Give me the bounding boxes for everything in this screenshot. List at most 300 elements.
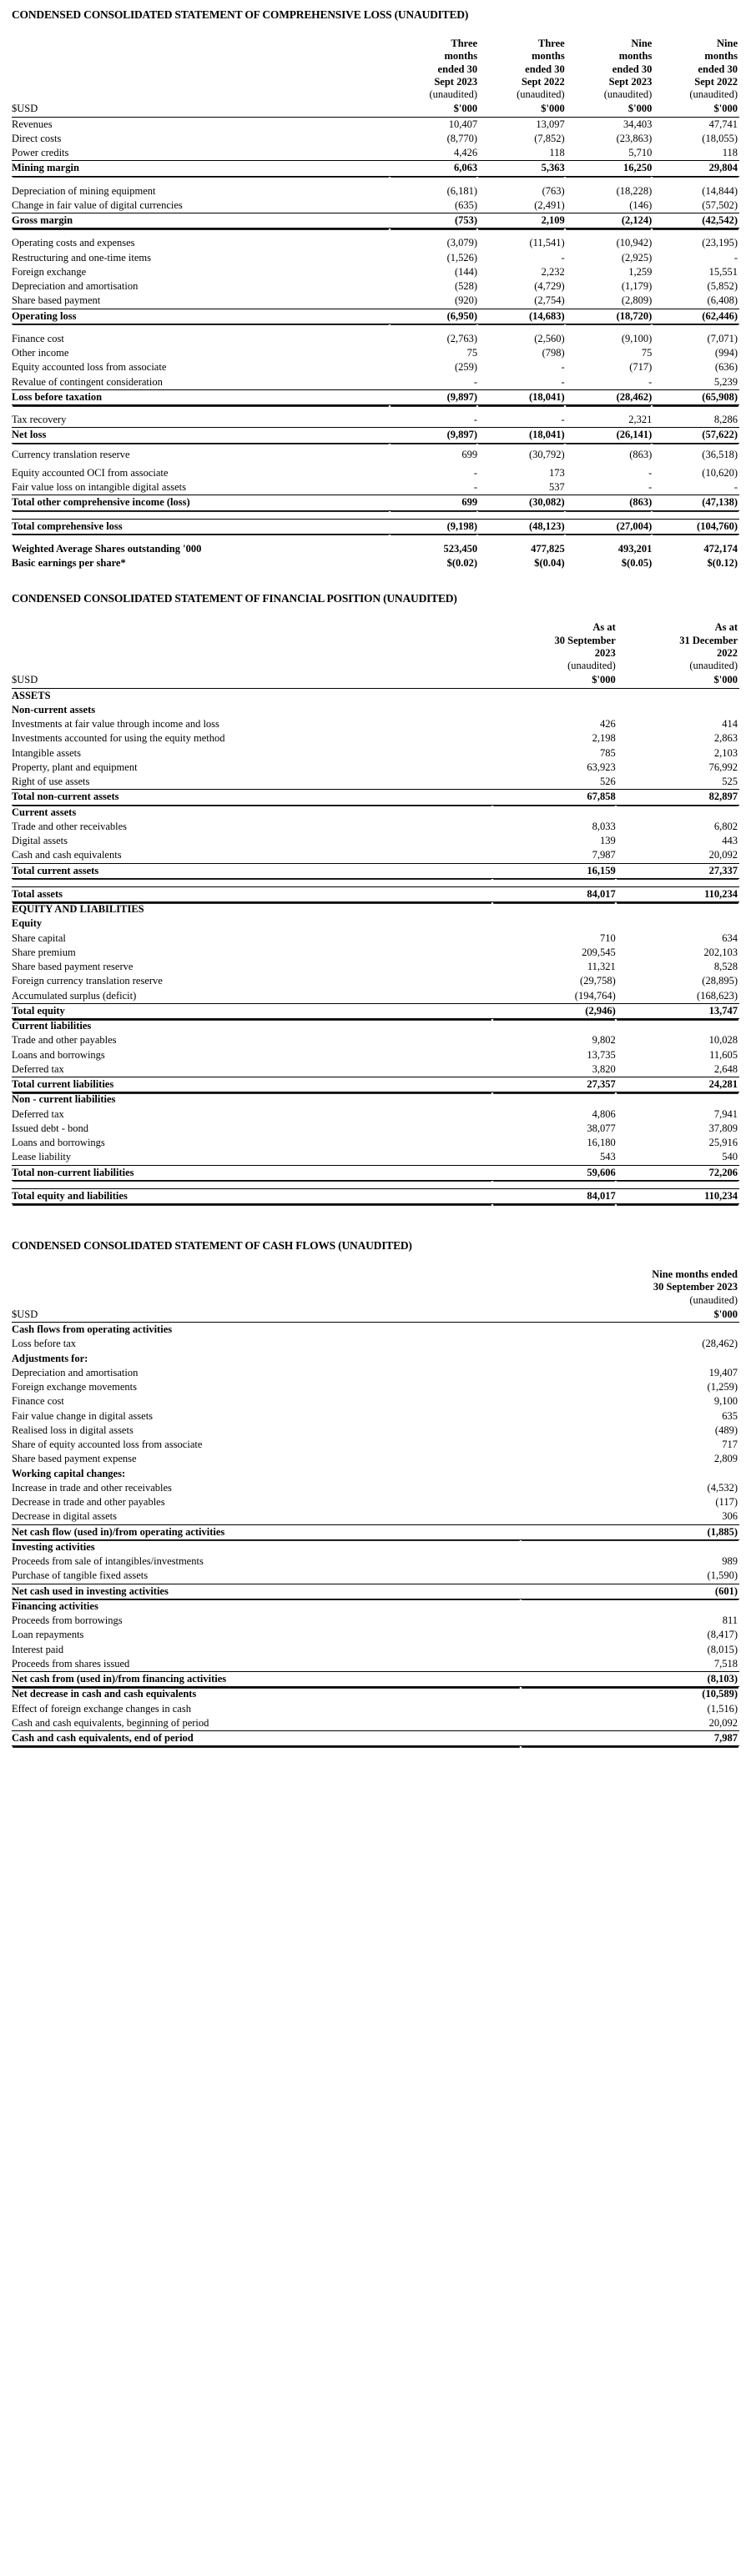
row-value: 59,606 [492,1165,616,1180]
table-row [12,1628,739,1642]
row-value: - [561,251,565,264]
column-header-line: ended 30 [612,63,653,75]
table-row [12,1554,739,1569]
table-row [12,989,739,1004]
row-value: 443 [722,835,738,846]
row-value: 811 [722,1614,738,1626]
row-value: 24,281 [616,1077,739,1092]
row-label: Loans and borrowings [12,1048,105,1061]
table-row [12,542,739,556]
row-value: 717 [722,1439,738,1450]
row-value: 82,897 [616,790,739,805]
row-value: (2,491) [477,198,565,213]
row-value: 699 [390,495,477,510]
row-label: Share of equity accounted loss from associate [12,1439,203,1450]
row-value [616,1092,739,1107]
row-value: 7,518 [521,1657,739,1672]
row-value: 27,357 [492,1077,616,1092]
row-label: Current liabilities [12,1020,92,1032]
units-row [12,673,739,688]
row-label: Cash and cash equivalents, beginning of period [12,1716,521,1731]
row-value: (753) [390,213,477,228]
row-value: (23,863) [616,132,653,144]
row-value: (28,462) [702,1338,738,1350]
statement-title: CONDENSED CONSOLIDATED STATEMENT OF CASH FLOWS (UNAUDITED) [12,1239,412,1252]
row-value: (14,844) [702,184,738,197]
row-value: (194,764) [492,989,616,1004]
row-value: 710 [600,931,616,944]
row-value: 7,987 [521,1731,739,1746]
column-header-1 [390,37,477,102]
units-cell: $'000 [521,1308,739,1323]
row-value: (6,408) [652,294,739,309]
row-label: Restructuring and one-time items [12,251,151,264]
row-value: (863) [629,448,653,460]
row-value: 2,103 [713,746,738,759]
row-label: Basic earnings per share* [12,557,126,569]
row-value: 8,033 [592,820,616,832]
table-row [12,761,739,775]
row-value: 110,234 [616,1188,739,1203]
column-header-note: (unaudited) [429,88,478,100]
row-value: 635 [722,1409,738,1422]
row-value: 118 [477,146,565,161]
row-value: (47,138) [652,495,739,510]
row-label: EQUITY AND LIABILITIES [12,903,144,915]
row-value: (8,417) [707,1629,738,1641]
table-row [12,1048,739,1062]
row-label: Net decrease in cash and cash equivalents [12,1688,197,1700]
row-value: - [565,375,653,390]
row-value: (14,683) [477,309,565,324]
row-value [492,703,616,717]
table-row [12,688,739,703]
column-header-line: months [444,50,478,63]
row-label: Loss before tax [12,1338,77,1350]
column-header-line: months [618,50,653,63]
row-label: Revenues [12,118,53,130]
table-row [12,931,739,946]
row-value: (8,770) [446,132,478,144]
row-label: Depreciation of mining equipment [12,184,156,197]
row-label: Equity accounted OCI from associate [12,466,169,479]
row-value: 5,710 [565,146,653,161]
row-value: (489) [714,1424,738,1436]
row-value: 47,741 [708,118,738,130]
table-row [12,1352,739,1366]
row-label: Finance cost [12,1395,64,1408]
row-value: - [473,466,478,479]
table-row [12,790,739,805]
column-header-blank [12,37,390,102]
table-row [12,1409,739,1424]
row-value: 8,286 [652,413,739,428]
column-header-line: As at [592,621,616,634]
table-row [12,466,739,480]
table-row [12,916,739,931]
spacer-cell [12,1180,739,1188]
row-label: Proceeds from sale of intangibles/investments [12,1555,204,1567]
column-header-line: Sept 2023 [434,75,478,88]
table-row [12,1165,739,1180]
row-value: - [477,413,565,428]
row-value: 989 [722,1555,738,1567]
row-value: 84,017 [492,886,616,901]
row-label: Investments at fair value through income and loss [12,718,219,730]
row-value: 11,321 [587,961,616,972]
table-row [12,375,739,390]
table-row [12,1509,739,1524]
row-label: Deferred tax [12,1062,492,1077]
spacer-cell [12,228,739,237]
row-value: 19,407 [708,1366,738,1378]
column-header-blank [12,1268,521,1308]
table-row [12,1452,739,1466]
row-value: (1,590) [521,1569,739,1584]
row-label: Investments accounted for using the equity method [12,732,225,745]
table-row [12,428,739,443]
row-label: Net cash used in investing activities [12,1584,521,1599]
table-row [12,1107,739,1122]
row-value: (18,720) [565,309,653,324]
column-header-line: Sept 2022 [694,75,738,88]
row-value: 523,450 [443,542,478,555]
row-label: ASSETS [12,689,51,701]
row-label: Tax recovery [12,413,390,428]
table-row [12,213,739,228]
table-row [12,848,739,863]
table-row [12,1019,739,1034]
statement-table [12,620,739,1204]
row-label: Share based payment [12,294,390,309]
row-value: (36,518) [702,448,738,460]
table-row [12,1481,739,1495]
row-value [616,688,739,703]
row-value: 34,403 [622,118,653,130]
row-value: (104,760) [652,519,739,534]
row-label: Non-current assets [12,703,96,716]
row-value: (2,560) [534,332,565,344]
table-row [12,775,739,790]
row-value [521,1323,739,1338]
header-spacer [12,1258,739,1268]
row-value: 4,806 [592,1107,616,1120]
row-value: (635) [390,198,477,213]
row-value: 540 [616,1150,739,1165]
spacer-row [12,510,739,519]
row-label: Accumulated surplus (deficit) [12,989,492,1004]
row-value [521,1352,739,1366]
row-label: Increase in trade and other receivables [12,1481,172,1494]
row-value: (2,925) [621,251,653,264]
table-row [12,731,739,746]
row-label: Gross margin [12,213,390,228]
row-label: Adjustments for: [12,1352,88,1364]
row-value [521,1467,739,1481]
units-cell: $'000 [477,102,565,117]
row-value: (994) [714,347,738,359]
column-header-2 [477,37,565,102]
row-label: Issued debt - bond [12,1122,88,1134]
table-row [12,902,739,917]
row-value [616,703,739,717]
row-value: (30,792) [529,448,565,460]
table-row [12,117,739,132]
row-value [492,1019,616,1034]
table-row [12,495,739,510]
row-label: Currency translation reserve [12,448,130,460]
row-value: 15,551 [708,265,738,278]
table-row [12,1122,739,1136]
row-value: 29,804 [652,161,739,176]
row-label: Investing activities [12,1540,95,1553]
column-header-row [12,620,739,673]
statement-title: CONDENSED CONSOLIDATED STATEMENT OF COMPREHENSIVE LOSS (UNAUDITED) [12,8,469,21]
spacer-cell [12,176,739,184]
row-label: Depreciation and amortisation [12,1366,139,1378]
row-label: Total comprehensive loss [12,519,390,534]
row-value: (4,532) [707,1481,738,1494]
row-label: Total non-current liabilities [12,1165,492,1180]
row-value [616,916,739,931]
table-row [12,1033,739,1047]
row-value: (9,897) [390,389,477,404]
row-value: 209,545 [582,946,616,958]
spacer-row [12,228,739,237]
row-value: 7,941 [713,1107,738,1120]
row-value: (1,516) [707,1702,738,1715]
row-value: 699 [461,448,478,460]
currency-label: $USD [12,1308,521,1323]
row-value: 6,802 [713,820,738,832]
table-row [12,1687,739,1702]
row-value: 5,363 [477,161,565,176]
statement-comprehensive-loss [12,8,739,570]
row-label: Loan repayments [12,1629,84,1641]
column-header-line: Nine [631,38,653,49]
column-header-line: 30 September [554,634,616,646]
table-row [12,184,739,198]
row-label: Net loss [12,428,390,443]
table-row [12,1643,739,1657]
row-value: (1,885) [521,1524,739,1539]
table-row [12,556,739,570]
row-value [492,1092,616,1107]
row-value: (1,179) [621,280,653,292]
row-label: Trade and other payables [12,1034,117,1047]
row-label: Share premium [12,946,76,958]
column-header-note: (unaudited) [689,88,738,100]
row-value: (9,100) [621,332,653,344]
column-header-line: ended 30 [698,63,738,75]
row-label: Decrease in trade and other payables [12,1496,165,1508]
table-row [12,198,739,213]
table-row [12,1657,739,1672]
table-row [12,161,739,176]
row-value: 8,528 [713,961,738,972]
row-value [521,1599,739,1614]
row-label: Share capital [12,931,66,944]
row-label: Total assets [12,886,492,901]
row-value: (6,181) [446,184,478,197]
row-label: Operating loss [12,309,390,324]
units-cell: $'000 [390,102,477,117]
table-row [12,265,739,279]
row-value: 139 [600,835,616,846]
row-label: Total non-current assets [12,790,492,805]
row-value: $(0.05) [621,557,653,569]
row-value: (26,141) [565,428,653,443]
table-row [12,1394,739,1409]
row-value: 76,992 [708,761,738,773]
row-value: (9,897) [390,428,477,443]
spacer-row [12,534,739,542]
spacer-row [12,878,739,886]
statement-table [12,37,739,570]
table-row [12,1136,739,1150]
units-row [12,1308,739,1323]
row-value: 67,858 [492,790,616,805]
table-row [12,746,739,761]
row-label: Net cash flow (used in)/from operating activities [12,1524,521,1539]
row-value: (920) [390,294,477,309]
column-header-line: Three [451,38,478,49]
column-header-blank [12,620,492,673]
row-value: (18,041) [477,428,565,443]
row-value: (27,004) [565,519,653,534]
column-header-line: 2023 [594,646,616,659]
row-value: (2,124) [565,213,653,228]
table-row [12,279,739,294]
row-value: (7,071) [707,332,738,344]
row-value: (259) [455,361,478,374]
row-value: (168,623) [616,989,739,1004]
table-row [12,1092,739,1107]
table-row [12,1731,739,1746]
row-label: Intangible assets [12,746,81,759]
statement-cash-flows [12,1239,739,1746]
row-value: (2,809) [565,294,653,309]
statement-gap [12,1204,739,1239]
table-row [12,1062,739,1077]
row-value: 20,092 [521,1716,739,1731]
row-value: - [648,466,653,479]
row-value: 525 [616,775,739,790]
table-row [12,389,739,404]
row-label: Foreign exchange [12,265,87,278]
table-row [12,717,739,731]
spacer-cell [12,534,739,542]
statement-title: CONDENSED CONSOLIDATED STATEMENT OF FINANCIAL POSITION (UNAUDITED) [12,592,457,605]
row-value: 118 [652,146,739,161]
table-row [12,863,739,878]
row-value: - [652,480,739,495]
row-value: $(0.12) [707,557,738,569]
row-label: Purchase of tangible fixed assets [12,1569,521,1584]
row-label: Weighted Average Shares outstanding '000 [12,542,202,555]
row-value: (23,195) [702,237,738,249]
row-label: Right of use assets [12,775,492,790]
row-label: Mining margin [12,161,390,176]
row-value: 493,201 [617,542,653,555]
row-label: Share based payment reserve [12,961,134,972]
spacer-row [12,1180,739,1188]
table-row [12,251,739,265]
row-value [521,1539,739,1554]
row-value: 785 [600,746,616,759]
table-row [12,1380,739,1394]
column-header-line: Nine months ended [652,1268,738,1280]
table-row [12,1495,739,1509]
row-value: (28,895) [702,975,738,987]
row-label: Revalue of contingent consideration [12,375,390,390]
table-row [12,1539,739,1554]
table-row [12,1467,739,1481]
row-value: - [561,361,565,374]
row-value: 13,097 [536,118,565,130]
table-row [12,820,739,834]
currency-label: $USD [12,102,390,117]
row-value: 16,159 [492,863,616,878]
row-value: (1,259) [707,1381,738,1393]
row-value: (5,852) [707,280,738,292]
row-label: Decrease in digital assets [12,1509,521,1524]
row-value [492,688,616,703]
units-cell: $'000 [616,673,739,688]
units-cell: $'000 [652,102,739,117]
row-label: Direct costs [12,132,62,144]
row-value: 2,648 [616,1062,739,1077]
column-header-line: Sept 2022 [521,75,565,88]
row-value: (10,620) [702,466,738,479]
table-row [12,1337,739,1351]
table-row [12,236,739,250]
row-value: (2,754) [477,294,565,309]
row-label: Fair value loss on intangible digital assets [12,480,390,495]
table-row [12,480,739,495]
row-label: Foreign exchange movements [12,1381,137,1393]
row-label: Other income [12,347,69,359]
row-value: 2,109 [477,213,565,228]
column-header-line: 2022 [717,646,738,659]
table-row [12,360,739,374]
row-label: Total equity [12,1003,492,1018]
units-cell: $'000 [492,673,616,688]
table-row [12,132,739,146]
column-header-line: As at [714,621,738,634]
row-value: (601) [521,1584,739,1599]
row-value: 202,103 [703,946,738,958]
column-header-note: (unaudited) [689,660,738,671]
row-value: $(0.02) [446,557,478,569]
spacer-row [12,324,739,332]
column-header-4 [652,37,739,102]
table-row [12,1672,739,1687]
row-value: (29,758) [580,975,616,987]
row-value: (1,526) [446,251,478,264]
table-row [12,146,739,161]
row-label: Fair value change in digital assets [12,1409,154,1422]
row-label: Equity accounted loss from associate [12,361,167,374]
row-label: Equity [12,917,43,930]
spacer-cell [12,878,739,886]
row-label: Total other comprehensive income (loss) [12,495,390,510]
row-label: Total equity and liabilities [12,1188,492,1203]
column-header-row [12,37,739,102]
row-value: $(0.04) [534,557,565,569]
column-header-line: Sept 2023 [608,75,653,88]
row-value: 7,987 [492,848,616,863]
